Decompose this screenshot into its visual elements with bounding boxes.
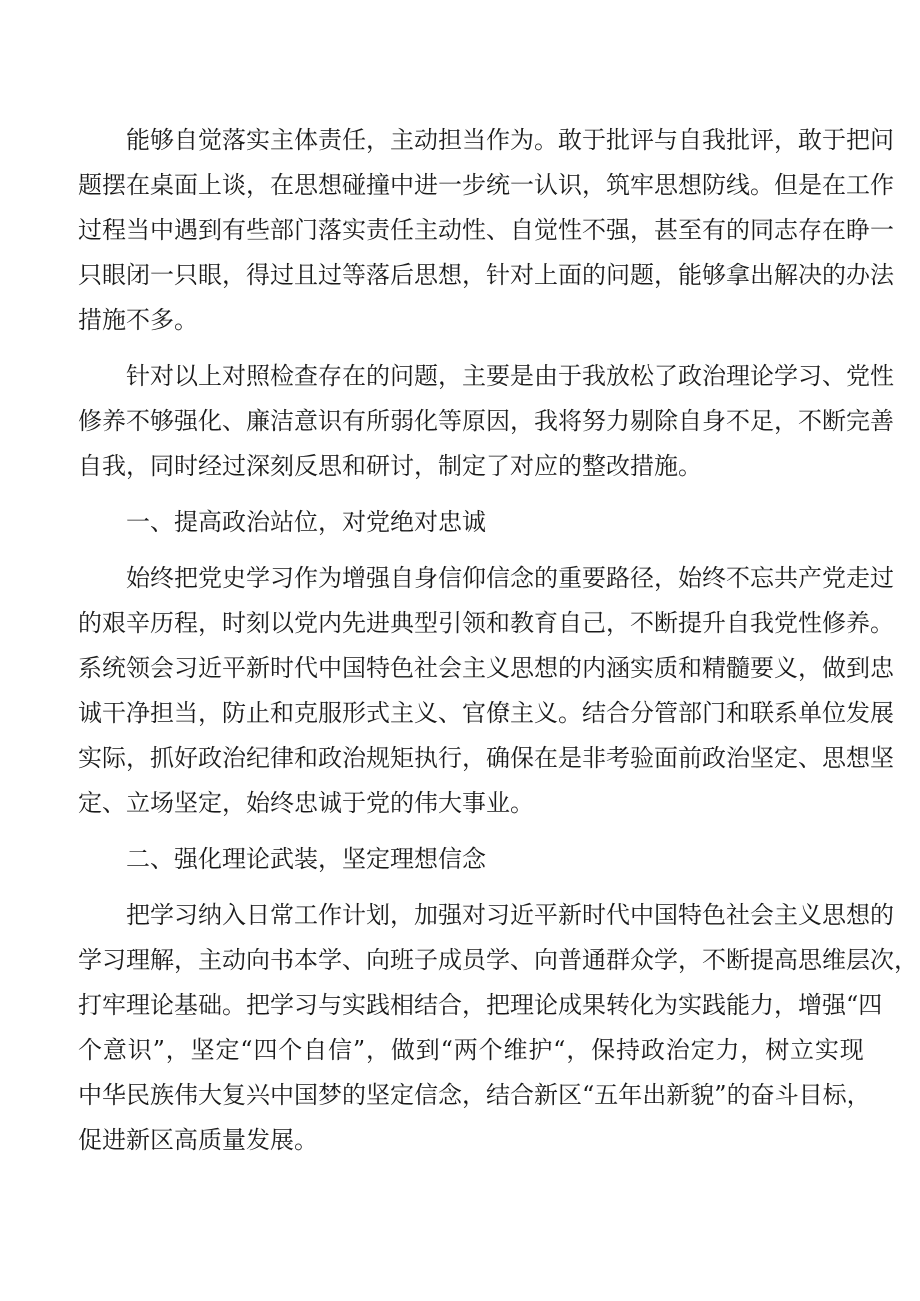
text-line: 促进新区高质量发展。	[78, 1126, 318, 1154]
text-line: 中 华 民 族 伟 大 复 兴 中 国 梦 的 坚 定 信 念 ， 结 合 新 区 “ 五 年 出 新 貌 ” 的 奋 斗 目 标 ，	[78, 1081, 871, 1109]
text-line: 学 习 理 解 ， 主 动 向 书 本 学 、 向 班 子 成 员 学 、 向 普 通 群 众 学 ， 不 断 提 高 思 维 层 次 ，	[78, 946, 918, 974]
paragraph	[78, 893, 918, 1163]
text-line: 系 统 领 会 习 近 平 新 时 代 中 国 特 色 社 会 主 义 思 想 的 内 涵 实 质 和 精 髓 要 义 ， 做 到 忠	[78, 654, 894, 682]
text-line: 修 养 不 够 强 化 、 廉 洁 意 识 有 所 弱 化 等 原 因 ， 我 将 努 力 剔 除 自 身 不 足 ， 不 断 完 善	[78, 407, 894, 435]
heading-line: 二、强化理论武装，坚定理想信念	[126, 845, 486, 873]
text-line: 只 眼 闭 一 只 眼 ， 得 过 且 过 等 落 后 思 想 ， 针 对 上 面 的 问 题 ， 能 够 拿 出 解 决 的 办 法	[78, 261, 894, 289]
text-line: 始 终 把 党 史 学 习 作 为 增 强 自 身 信 仰 信 念 的 重 要 路 径 ， 始 终 不 忘 共 产 党 走 过	[126, 564, 894, 592]
text-line: 针 对 以 上 对 照 检 查 存 在 的 问 题 ， 主 要 是 由 于 我 放 松 了 政 治 理 论 学 习 、 党 性	[126, 362, 894, 390]
text-line: 措施不多。	[78, 306, 198, 334]
text-line: 实 际 ， 抓 好 政 治 纪 律 和 政 治 规 矩 执 行 ， 确 保 在 是 非 考 验 面 前 政 治 坚 定 、 思 想 坚	[78, 744, 894, 772]
text-line: 题 摆 在 桌 面 上 谈 ， 在 思 想 碰 撞 中 进 一 步 统 一 认 识 ， 筑 牢 思 想 防 线 。 但 是 在 工 作	[78, 171, 894, 199]
text-line: 的 艰 辛 历 程 ， 时 刻 以 党 内 先 进 典 型 引 领 和 教 育 自 己 ， 不 断 提 升 自 我 党 性 修 养 。	[78, 609, 894, 637]
section-heading	[78, 500, 864, 545]
text-line: 打 牢 理 论 基 础 。 把 学 习 与 实 践 相 结 合 ， 把 理 论 成 果 转 化 为 实 践 能 力 ， 增 强 “ 四	[78, 991, 883, 1019]
section-heading	[78, 837, 864, 882]
text-line: 过 程 当 中 遇 到 有 些 部 门 落 实 责 任 主 动 性 、 自 觉 性 不 强 ， 甚 至 有 的 同 志 存 在 睁 一	[78, 216, 894, 244]
paragraph	[78, 354, 894, 489]
text-line: 把 学 习 纳 入 日 常 工 作 计 划 ， 加 强 对 习 近 平 新 时 代 中 国 特 色 社 会 主 义 思 想 的	[126, 901, 894, 929]
paragraph	[78, 118, 894, 343]
paragraph	[78, 556, 894, 826]
text-line: 能 够 自 觉 落 实 主 体 责 任 ， 主 动 担 当 作 为 。 敢 于 批 评 与 自 我 批 评 ， 敢 于 把 问	[126, 126, 894, 154]
text-line: 自我，同时经过深刻反思和研讨，制定了对应的整改措施。	[78, 452, 702, 480]
document-body	[78, 118, 918, 1163]
text-line: 个 意 识 ” ， 坚 定 “ 四 个 自 信 ” ， 做 到 “ 两 个 维 护 “ ， 保 持 政 治 定 力 ， 树 立 实 现	[78, 1036, 864, 1064]
heading-line: 一、提高政治站位，对党绝对忠诚	[126, 508, 486, 536]
text-line: 诚 干 净 担 当 ， 防 止 和 克 服 形 式 主 义 、 官 僚 主 义 。 结 合 分 管 部 门 和 联 系 单 位 发 展	[78, 699, 894, 727]
text-line: 定、立场坚定，始终忠诚于党的伟大事业。	[78, 789, 534, 817]
